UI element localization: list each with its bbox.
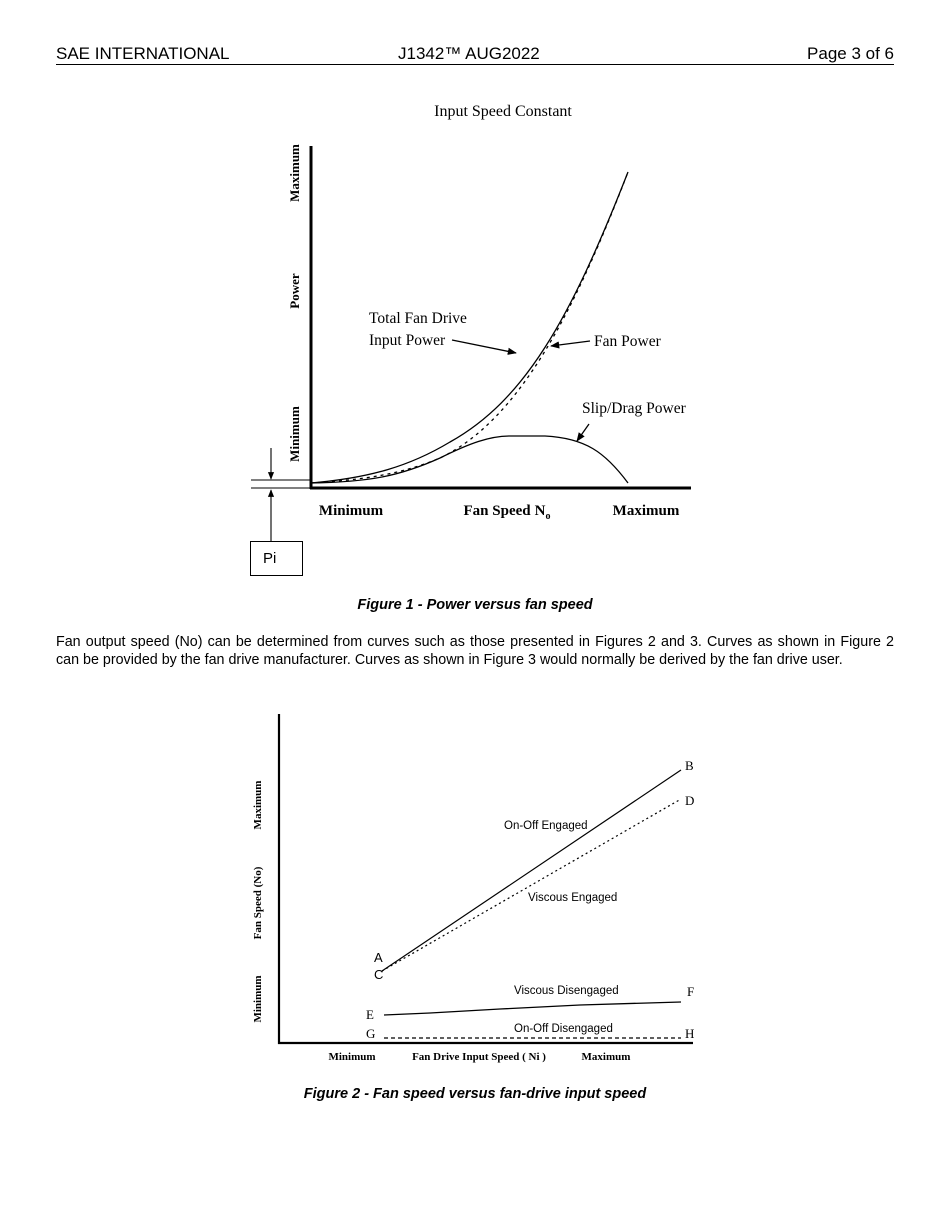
fig1-x-title-var: N — [534, 503, 546, 519]
fig1-y-min-label: Minimum — [287, 406, 302, 462]
figure-2 — [252, 714, 694, 1063]
point-h-label: H — [685, 1026, 695, 1041]
fig2-x-min-label: Minimum — [328, 1051, 376, 1063]
figure-1-caption: Figure 1 - Power versus fan speed — [357, 597, 593, 613]
total-power-label-line1: Total Fan Drive — [369, 310, 467, 327]
fig1-y-title: Power — [287, 273, 302, 309]
viscous-disengaged-label: Viscous Disengaged — [514, 985, 619, 997]
fig2-x-max-label: Maximum — [581, 1051, 631, 1063]
slip-drag-power-curve — [311, 436, 628, 483]
viscous-engaged-label: Viscous Engaged — [528, 892, 618, 904]
point-a-label: A — [374, 950, 383, 965]
header-page-number: Page 3 of 6 — [807, 44, 894, 63]
on-off-engaged-label: On-Off Engaged — [504, 820, 588, 832]
viscous-disengaged-line — [384, 1002, 681, 1015]
header-org: SAE INTERNATIONAL — [56, 44, 230, 63]
fig1-x-title-sub: o — [545, 511, 551, 522]
fig1-y-max-label: Maximum — [287, 144, 302, 202]
figure-2-caption: Figure 2 - Fan speed versus fan-drive input speed — [303, 1086, 647, 1102]
slip-drag-arrow — [577, 424, 589, 441]
fig2-y-title: Fan Speed (No) — [252, 866, 264, 940]
pi-label: Pi — [263, 550, 277, 567]
on-off-engaged-line — [382, 770, 681, 971]
header-doc-id: J1342™ AUG2022 — [398, 44, 540, 63]
total-power-label-line2: Input Power — [369, 332, 446, 349]
point-b-label: B — [685, 758, 694, 773]
pi-box — [250, 541, 303, 576]
figure-1 — [251, 103, 691, 541]
point-g-label: G — [366, 1026, 376, 1041]
body-paragraph: Fan output speed (No) can be determined from curves such as those presented in Figures 2 and 3. Curves as shown in Figure 2 can be provided by the fan drive manufacturer. Curves as shown in Figure 3 would normally be derived by the fan drive user. — [56, 634, 894, 668]
figure-1-title: Input Speed Constant — [434, 103, 572, 120]
point-f-label: F — [687, 984, 695, 999]
fig1-x-title — [464, 503, 551, 522]
slip-drag-power-label: Slip/Drag Power — [582, 400, 686, 417]
fan-power-label: Fan Power — [594, 333, 661, 350]
fig2-y-max-label: Maximum — [252, 780, 264, 830]
fan-power-arrow — [551, 341, 590, 346]
on-off-disengaged-label: On-Off Disengaged — [514, 1023, 613, 1035]
fig2-y-min-label: Minimum — [252, 975, 264, 1023]
total-power-arrow — [452, 340, 516, 353]
fig1-x-max-label: Maximum — [612, 503, 680, 519]
fig1-x-title-text: Fan Speed — [463, 503, 531, 519]
fig1-x-min-label: Minimum — [318, 503, 384, 519]
point-c-label: C — [374, 967, 384, 982]
point-d-label: D — [685, 793, 695, 808]
fig2-x-title: Fan Drive Input Speed ( Ni ) — [412, 1051, 546, 1063]
point-e-label: E — [366, 1007, 374, 1022]
